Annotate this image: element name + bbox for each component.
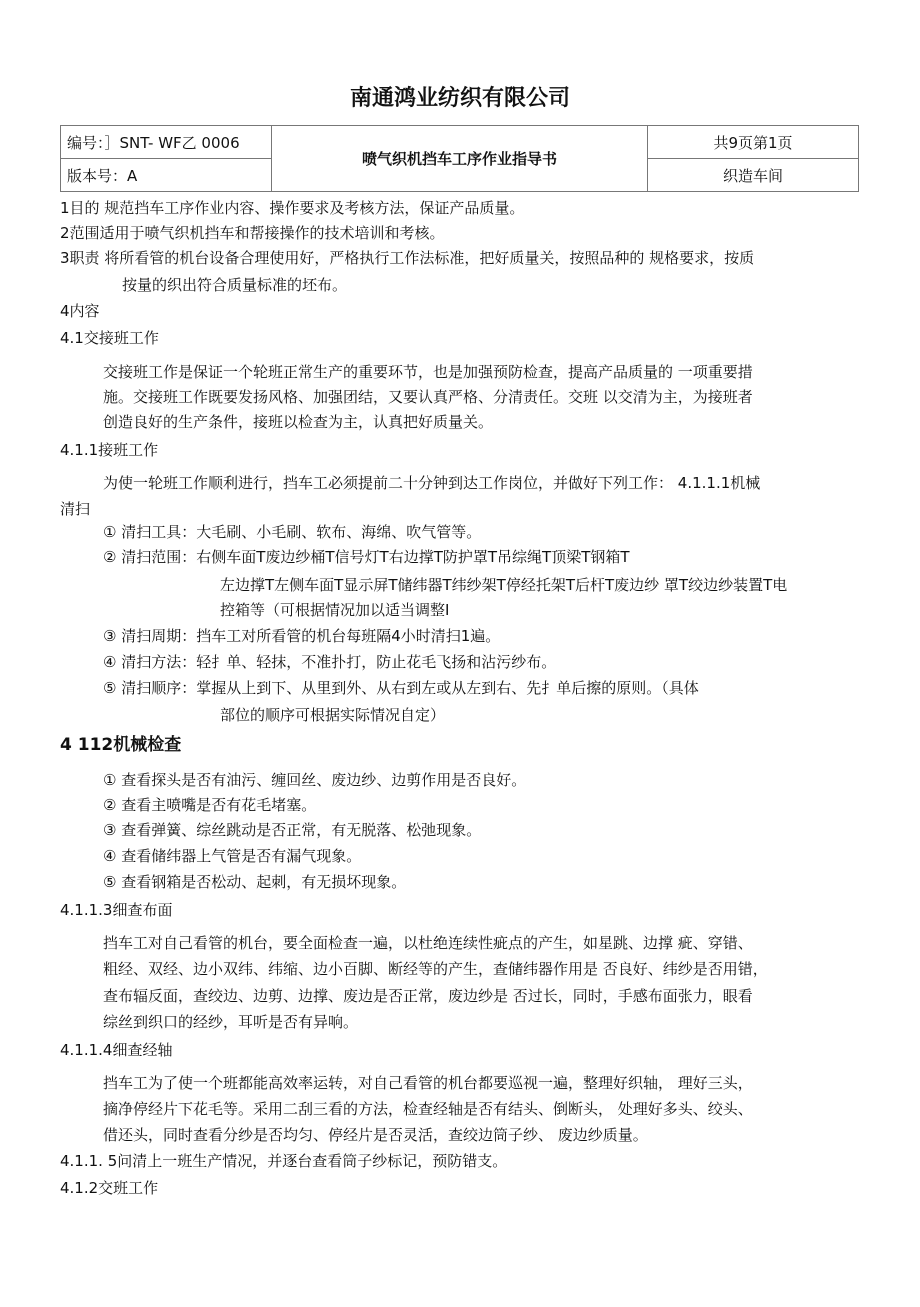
heading-4-1-1-3: 4.1.1.3细查布面 — [60, 901, 173, 919]
list-item: ③ 查看弹簧、综丝跳动是否正常，有无脱落、松弛现象。 — [103, 821, 482, 839]
section-scope: 2范围适用于喷气织机挡车和帮接操作的技术培训和考核。 — [60, 224, 445, 242]
text-line: 查布辐反面，查绞边、边剪、边撑、废边是否正常，废边纱是 否过长，同时，手感布面张力，眼看 — [103, 987, 753, 1005]
doc-code: 编号：］SNT- WF乙 0006 — [61, 126, 272, 159]
text-line: 挡车工对自己看管的机台，要全面检查一遍，以杜绝连续性疵点的产生，如星跳、边撑 疵、穿错、 — [103, 934, 753, 952]
list-item: ① 查看探头是否有油污、缠回丝、废边纱、边剪作用是否良好。 — [103, 771, 527, 789]
text-line: 左边撑T左侧车面T显示屏T储纬器T纬纱架T停经托架T后杆T废边纱 罩T绞边纱装置T电 — [220, 576, 788, 594]
text-line: 挡车工为了使一个班都能高效率运转，对自己看管的机台都要巡视一遍，整理好织轴， 理好三头， — [103, 1074, 753, 1092]
text-line: 清扫 — [60, 500, 91, 518]
text-line: 按量的织出符合质量标准的坯布。 — [122, 276, 348, 294]
text-line: 创造良好的生产条件，接班以检查为主，认真把好质量关。 — [103, 413, 494, 431]
section-content: 4内容 — [60, 302, 100, 320]
list-item: ② 清扫范围：右侧车面T废边纱桶T信号灯T右边撑T防护罩T吊综绳T顶梁T钢箱T — [103, 548, 630, 566]
list-item: ⑤ 查看钢箱是否松动、起刺，有无损坏现象。 — [103, 873, 407, 891]
page-count: 共9页第1页 — [648, 126, 859, 159]
text-line: 施。交接班工作既要发扬风格、加强团结，又要认真严格、分清责任。交班 以交清为主，为接班者 — [103, 388, 753, 406]
doc-title: 喷气织机挡车工序作业指导书 — [272, 126, 648, 192]
list-item: ③ 清扫周期：挡车工对所看管的机台每班隔4小时清扫1遍。 — [103, 627, 501, 645]
department: 织造车间 — [648, 159, 859, 192]
heading-4-1-1-5: 4.1.1. 5问清上一班生产情况，并逐台查看筒子纱标记，预防错支。 — [60, 1152, 508, 1170]
section-duty: 3职责 将所看管的机台设备合理使用好，严格执行工作法标准，把好质量关，按照品种的 规格要求，按质 — [60, 249, 755, 267]
text-line: 粗经、双经、边小双纬、纬缩、边小百脚、断经等的产生，查储纬器作用是 否良好、纬纱是否用错， — [103, 960, 768, 978]
doc-version: 版本号：A — [61, 159, 272, 192]
text-line: 为使一轮班工作顺利进行，挡车工必须提前二十分钟到达工作岗位，并做好下列工作： 4.1.1.1机械 — [103, 474, 761, 492]
list-item: ④ 清扫方法：轻扌单、轻抹，不准扑打，防止花毛飞扬和沾污纱布。 — [103, 653, 557, 671]
heading-4-1: 4.1交接班工作 — [60, 329, 159, 347]
list-item: ① 清扫工具：大毛刷、小毛刷、软布、海绵、吹气管等。 — [103, 523, 482, 541]
text-line: 交接班工作是保证一个轮班正常生产的重要环节，也是加强预防检查，提高产品质量的 一项重要措 — [103, 363, 753, 381]
section-purpose: 1目的 规范挡车工序作业内容、操作要求及考核方法，保证产品质量。 — [60, 199, 525, 217]
text-line: 摘净停经片下花毛等。采用二刮三看的方法，检查经轴是否有结头、倒断头， 处理好多头、绞头、 — [103, 1100, 753, 1118]
heading-4-1-1-4: 4.1.1.4细查经轴 — [60, 1041, 173, 1059]
text-line: 借还头，同时查看分纱是否均匀、停经片是否灵活，查绞边筒子纱、 废边纱质量。 — [103, 1126, 648, 1144]
text-line: 部位的顺序可根据实际情况自定） — [220, 706, 446, 724]
company-name: 南通鸿业纺织有限公司 — [349, 86, 570, 111]
list-item: ④ 查看储纬器上气管是否有漏气现象。 — [103, 847, 362, 865]
heading-4-1-1: 4.1.1接班工作 — [60, 441, 159, 459]
heading-4-1-1-2: 4 112机械检查 — [60, 735, 182, 755]
text-line: 控箱等（可根据情况加以适当调整I — [220, 601, 450, 619]
list-item: ⑤ 清扫顺序：掌握从上到下、从里到外、从右到左或从左到右、先扌单后擦的原则。（具体 — [103, 679, 699, 697]
list-item: ② 查看主喷嘴是否有花毛堵塞。 — [103, 796, 317, 814]
header-table — [60, 125, 859, 192]
text-line: 综丝到织口的经纱，耳听是否有异响。 — [103, 1013, 359, 1031]
heading-4-1-2: 4.1.2交班工作 — [60, 1179, 159, 1197]
